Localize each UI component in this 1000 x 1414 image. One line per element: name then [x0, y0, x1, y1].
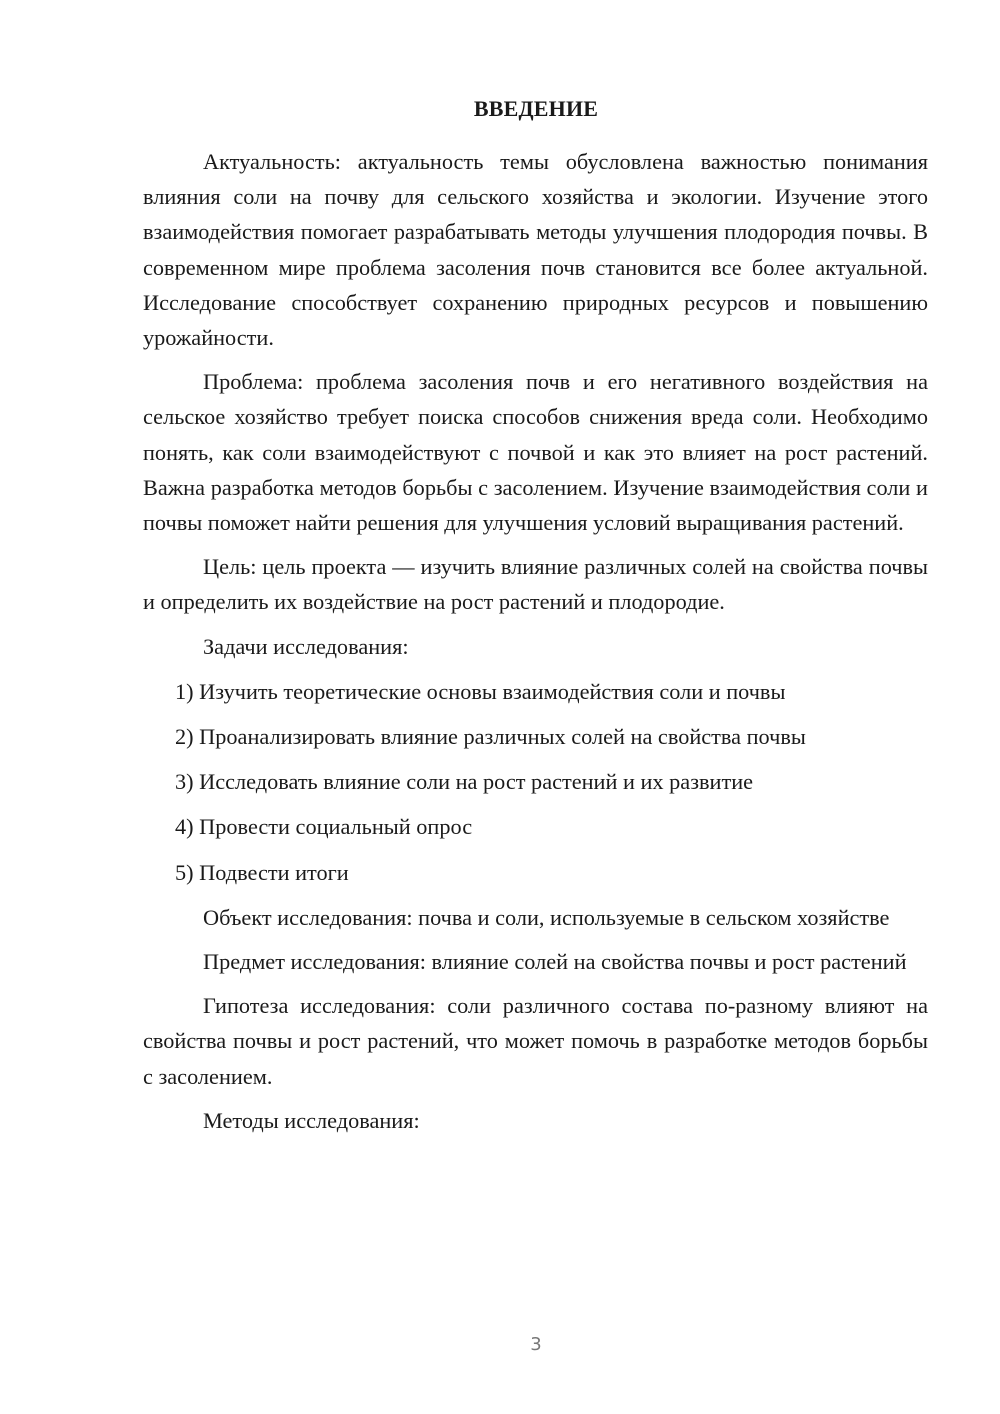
paragraph-object: Объект исследования: почва и соли, используемые в сельском хозяйстве: [203, 904, 890, 930]
task-item: 5) Подвести итоги: [175, 859, 349, 885]
task-item: 2) Проанализировать влияние различных солей на свойства почвы: [175, 724, 806, 750]
paragraph-hypothesis: Гипотеза исследования: соли различного состава по-разному влияют на свойства почвы и рост растений, что может помочь в разработке методов борьбы с засолением.: [143, 993, 928, 1089]
paragraph-problem: Проблема: проблема засоления почв и его негативного воздействия на сельское хозяйство требует поиска способов снижения вреда соли. Необходимо понять, как соли взаимодействуют с почвой и как это влияет на рост растений. Важна разработка методов борьбы с засолением. Изучение взаимодействия соли и почвы поможет найти решения для улучшения условий выращивания растений.: [143, 369, 928, 536]
paragraph-subject: Предмет исследования: влияние солей на свойства почвы и рост растений: [203, 949, 907, 975]
section-heading: ВВЕДЕНИЕ: [473, 96, 599, 121]
paragraph-goal: Цель: цель проекта — изучить влияние различных солей на свойства почвы и определить их воздействие на рост растений и плодородие.: [143, 554, 928, 615]
paragraph-relevance: Актуальность: актуальность темы обусловлена важностью понимания влияния соли на почву для сельского хозяйства и экологии. Изучение этого взаимодействия помогает разрабатывать методы улучшения плодородия почвы. В современном мире проблема засоления почв становится все более актуальной. Исследование способствует сохранению природных ресурсов и повышению урожайности.: [143, 149, 928, 351]
paragraph-tasks-label: Задачи исследования:: [203, 633, 409, 659]
task-item: 1) Изучить теоретические основы взаимодействия соли и почвы: [175, 678, 786, 704]
task-item: 3) Исследовать влияние соли на рост растений и их развитие: [175, 769, 754, 795]
document-body: [143, 144, 928, 1147]
page-number: 3: [530, 1334, 542, 1355]
paragraph-methods-label: Методы исследования:: [203, 1107, 420, 1133]
task-item: 4) Провести социальный опрос: [175, 814, 473, 840]
